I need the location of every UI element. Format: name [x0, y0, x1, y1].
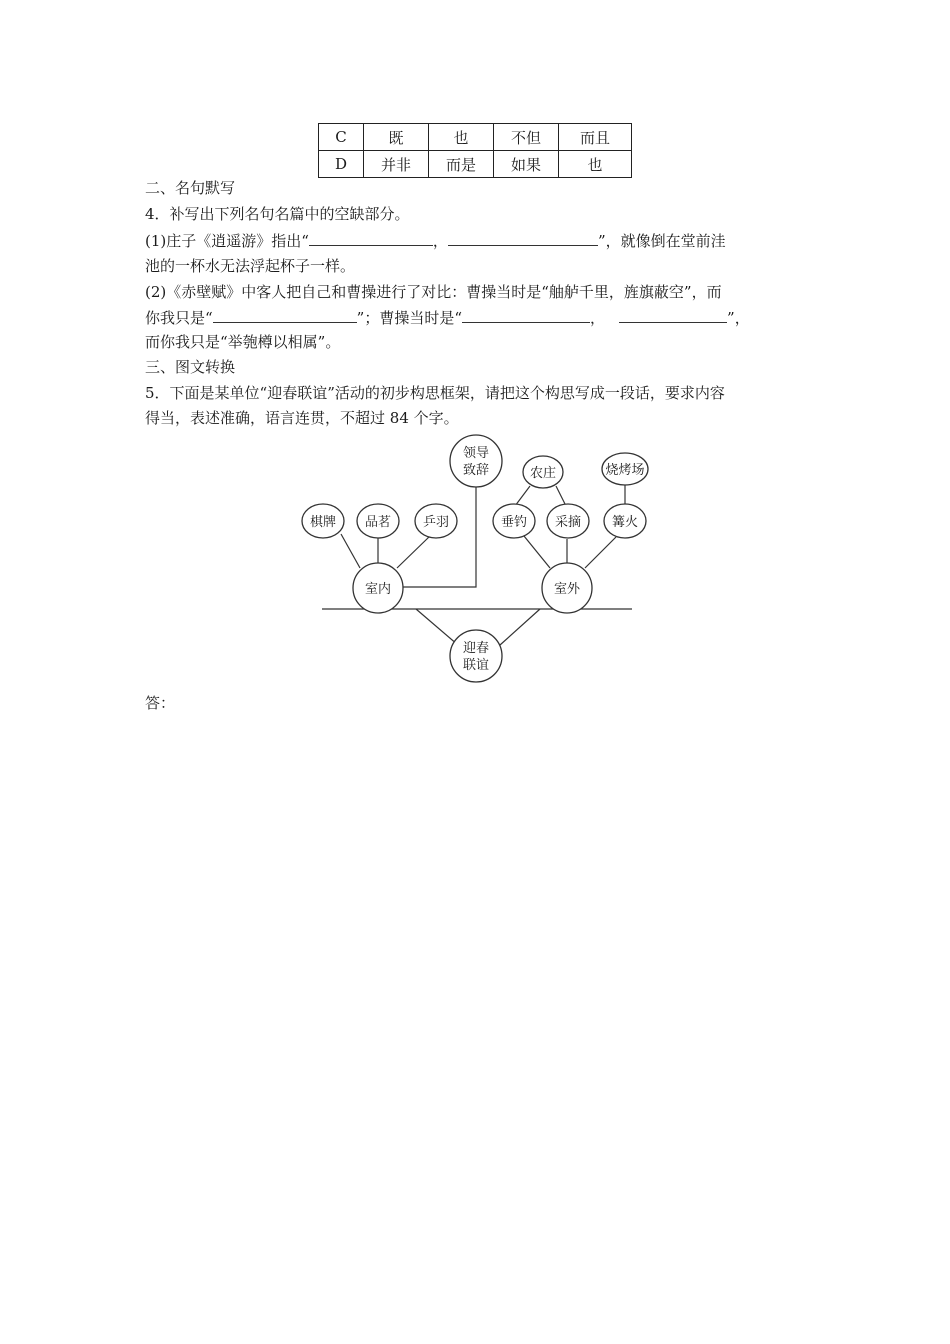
- node-speech-label-2: 致辞: [462, 463, 490, 478]
- node-pingpong-label: 乒羽: [422, 515, 450, 530]
- q4-1-end: ”，就像倒在堂前洼: [597, 232, 726, 250]
- answer-label: 答：: [145, 694, 176, 712]
- node-bbq-label: 烧烤场: [605, 463, 645, 478]
- question-4-2-line1: (2)《赤壁赋》中客人把自己和曹操进行了对比：曹操当时是“舳舻千里，旌旗蔽空”，而: [145, 283, 722, 301]
- question-5-line2: 得当，表述准确，语言连贯，不超过 84 个字。: [145, 409, 459, 427]
- q4-2-text-a: 你我只是“: [145, 309, 213, 327]
- question-4-1-line2: 池的一杯水无法浮起杯子一样。: [145, 257, 356, 275]
- node-outdoor-label: 室外: [553, 582, 581, 597]
- node-farm-label: 农庄: [529, 466, 557, 481]
- question-4-2-line3: 而你我只是“举匏樽以相属”。: [145, 333, 341, 351]
- section-heading-conversion: 三、图文转换: [145, 358, 236, 376]
- q4-2-text-b: ”；曹操当时是“: [356, 309, 463, 327]
- table-cell: 不但: [494, 124, 559, 151]
- node-root-label-2: 联谊: [462, 658, 490, 673]
- q4-2-text-d: ”，: [727, 309, 750, 327]
- table-cell: 而是: [429, 151, 494, 178]
- node-root-circle: [450, 630, 502, 682]
- q4-1-comma: ，: [432, 232, 448, 250]
- node-indoor-label: 室内: [364, 582, 392, 597]
- table-cell: 如果: [494, 151, 559, 178]
- node-chess-label: 棋牌: [309, 515, 337, 530]
- node-root-label-1: 迎春: [462, 641, 490, 656]
- table-cell: D: [319, 151, 364, 178]
- node-picking-label: 采摘: [554, 515, 582, 530]
- table-cell: 并非: [364, 151, 429, 178]
- table-cell: 既: [364, 124, 429, 151]
- node-speech-circle: [450, 435, 502, 487]
- table-cell: 也: [559, 151, 632, 178]
- q4-1-start: (1)庄子《逍遥游》指出“: [145, 232, 309, 250]
- question-5-line1: 5．下面是某单位“迎春联谊”活动的初步构思框架，请把这个构思写成一段话，要求内容: [145, 384, 725, 402]
- q4-2-text-c: ，: [590, 309, 606, 327]
- table-cell: C: [319, 124, 364, 151]
- table-cell: 而且: [559, 124, 632, 151]
- question-4-stem: 4．补写出下列名句名篇中的空缺部分。: [145, 205, 410, 223]
- node-fishing-label: 垂钓: [500, 515, 528, 530]
- node-speech-label-1: 领导: [462, 446, 490, 461]
- node-tea-label: 品茗: [364, 515, 392, 530]
- section-heading-quotes: 二、名句默写: [145, 179, 236, 197]
- node-bonfire-label: 篝火: [611, 515, 639, 530]
- table-cell: 也: [429, 124, 494, 151]
